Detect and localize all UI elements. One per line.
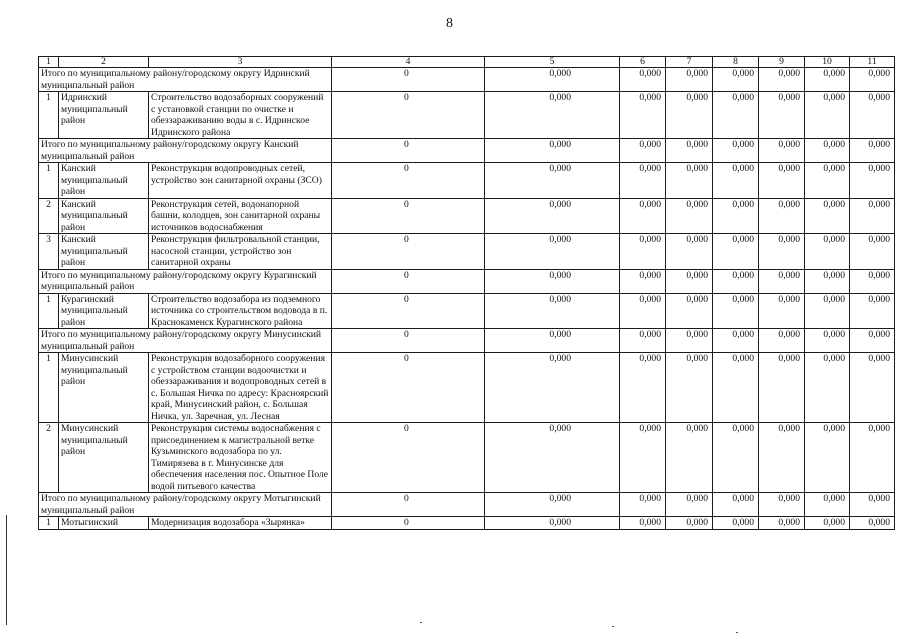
value-cell-col5: 0,000 xyxy=(485,423,620,493)
value-cell-col4: 0 xyxy=(332,92,485,139)
district-name: Идринский муниципальный район xyxy=(59,92,149,139)
value-cell: 0,000 xyxy=(850,293,895,329)
value-cell: 0,000 xyxy=(666,198,713,234)
value-cell-col4: 0 xyxy=(332,329,485,353)
district-name: Канский муниципальный район xyxy=(59,163,149,199)
row-number: 2 xyxy=(39,423,59,493)
district-total-row xyxy=(39,269,895,293)
value-cell-col4: 0 xyxy=(332,163,485,199)
value-cell: 0,000 xyxy=(850,423,895,493)
header-cell: 1 xyxy=(39,57,59,68)
value-cell-col5: 0,000 xyxy=(485,234,620,270)
value-cell: 0,000 xyxy=(620,293,666,329)
header-cell: 7 xyxy=(666,57,713,68)
value-cell: 0,000 xyxy=(620,198,666,234)
value-cell: 0,000 xyxy=(759,517,805,530)
value-cell-col5: 0,000 xyxy=(485,198,620,234)
district-total-row xyxy=(39,139,895,163)
page-number: 8 xyxy=(446,16,453,31)
total-label: Итого по муниципальному району/городскому округу Минусинский муниципальный район xyxy=(39,329,332,353)
value-cell-col5: 0,000 xyxy=(485,139,620,163)
district-name: Канский муниципальный район xyxy=(59,234,149,270)
value-cell: 0,000 xyxy=(666,234,713,270)
value-cell: 0,000 xyxy=(666,92,713,139)
value-cell: 0,000 xyxy=(759,92,805,139)
value-cell: 0,000 xyxy=(620,92,666,139)
value-cell: 0,000 xyxy=(805,423,850,493)
value-cell: 0,000 xyxy=(805,293,850,329)
row-number: 1 xyxy=(39,517,59,530)
value-cell: 0,000 xyxy=(620,493,666,517)
row-number: 1 xyxy=(39,163,59,199)
value-cell: 0,000 xyxy=(805,517,850,530)
value-cell-col5: 0,000 xyxy=(485,92,620,139)
value-cell-col5: 0,000 xyxy=(485,517,620,530)
value-cell: 0,000 xyxy=(713,353,759,423)
project-description: Строительство водозаборных сооружений с установкой станции по очистке и обеззараживанию воды в с. Идринское Идринского района xyxy=(149,92,332,139)
value-cell: 0,000 xyxy=(850,198,895,234)
value-cell-col5: 0,000 xyxy=(485,493,620,517)
scan-margin-line xyxy=(6,515,7,625)
value-cell: 0,000 xyxy=(666,493,713,517)
total-label: Итого по муниципальному району/городскому округу Мотыгинский муниципальный район xyxy=(39,493,332,517)
value-cell-col5: 0,000 xyxy=(485,269,620,293)
district-name: Курагинский муниципальный район xyxy=(59,293,149,329)
district-name: Мотыгинский xyxy=(59,517,149,530)
value-cell-col4: 0 xyxy=(332,198,485,234)
district-total-row xyxy=(39,329,895,353)
value-cell: 0,000 xyxy=(805,234,850,270)
value-cell: 0,000 xyxy=(759,493,805,517)
value-cell: 0,000 xyxy=(620,68,666,92)
project-row xyxy=(39,293,895,329)
district-name: Канский муниципальный район xyxy=(59,198,149,234)
row-number: 2 xyxy=(39,198,59,234)
value-cell: 0,000 xyxy=(759,68,805,92)
district-total-row xyxy=(39,493,895,517)
project-row xyxy=(39,198,895,234)
value-cell-col5: 0,000 xyxy=(485,68,620,92)
value-cell-col4: 0 xyxy=(332,293,485,329)
table-body xyxy=(39,57,895,530)
total-label: Итого по муниципальному району/городскому округу Курагинский муниципальный район xyxy=(39,269,332,293)
project-description: Реконструкция водозаборного сооружения с устройством станции водоочистки и обеззараживания и водопроводных сетей в с. Большая Ничка по адресу: Красноярский край, Минусинский район, с. Большая Ничка, ул. Заречная, ул. Лесная xyxy=(149,353,332,423)
value-cell: 0,000 xyxy=(850,139,895,163)
project-row xyxy=(39,517,895,530)
value-cell: 0,000 xyxy=(805,353,850,423)
row-number: 3 xyxy=(39,234,59,270)
project-description: Реконструкция сетей, водонапорной башни, колодцев, зон санитарной охраны источников водоснабжения xyxy=(149,198,332,234)
value-cell-col4: 0 xyxy=(332,493,485,517)
value-cell: 0,000 xyxy=(620,353,666,423)
value-cell-col5: 0,000 xyxy=(485,163,620,199)
value-cell: 0,000 xyxy=(666,423,713,493)
scan-speck xyxy=(420,622,422,623)
header-cell: 2 xyxy=(59,57,149,68)
value-cell-col4: 0 xyxy=(332,139,485,163)
value-cell: 0,000 xyxy=(620,234,666,270)
project-description: Реконструкция системы водоснабжения с присоединением к магистральной ветке Кузьминского водозабора по ул. Тимирязева в г. Минусинске для обеспечения населения пос. Опытное Поле водой питьевого качества xyxy=(149,423,332,493)
value-cell-col4: 0 xyxy=(332,234,485,270)
scan-speck xyxy=(612,626,614,627)
value-cell: 0,000 xyxy=(620,423,666,493)
value-cell: 0,000 xyxy=(850,517,895,530)
value-cell-col5: 0,000 xyxy=(485,293,620,329)
header-cell: 11 xyxy=(850,57,895,68)
project-row xyxy=(39,234,895,270)
value-cell: 0,000 xyxy=(713,329,759,353)
value-cell: 0,000 xyxy=(805,68,850,92)
value-cell: 0,000 xyxy=(713,92,759,139)
value-cell-col4: 0 xyxy=(332,423,485,493)
value-cell: 0,000 xyxy=(759,163,805,199)
project-row xyxy=(39,92,895,139)
value-cell: 0,000 xyxy=(850,92,895,139)
value-cell: 0,000 xyxy=(713,269,759,293)
value-cell-col5: 0,000 xyxy=(485,329,620,353)
value-cell: 0,000 xyxy=(713,234,759,270)
header-cell: 5 xyxy=(485,57,620,68)
value-cell: 0,000 xyxy=(666,353,713,423)
header-cell: 3 xyxy=(149,57,332,68)
value-cell: 0,000 xyxy=(620,329,666,353)
header-row xyxy=(39,57,895,68)
value-cell: 0,000 xyxy=(666,517,713,530)
value-cell: 0,000 xyxy=(759,353,805,423)
value-cell: 0,000 xyxy=(759,269,805,293)
value-cell: 0,000 xyxy=(620,139,666,163)
project-row xyxy=(39,163,895,199)
value-cell-col4: 0 xyxy=(332,68,485,92)
value-cell: 0,000 xyxy=(666,269,713,293)
value-cell: 0,000 xyxy=(713,493,759,517)
header-cell: 4 xyxy=(332,57,485,68)
row-number: 1 xyxy=(39,353,59,423)
value-cell: 0,000 xyxy=(713,139,759,163)
value-cell: 0,000 xyxy=(759,234,805,270)
value-cell: 0,000 xyxy=(620,517,666,530)
project-row xyxy=(39,353,895,423)
value-cell: 0,000 xyxy=(620,163,666,199)
value-cell: 0,000 xyxy=(713,198,759,234)
project-description: Строительство водозабора из подземного источника со строительством водовода в п. Краснокаменск Курагинского района xyxy=(149,293,332,329)
value-cell: 0,000 xyxy=(850,269,895,293)
value-cell: 0,000 xyxy=(759,293,805,329)
value-cell: 0,000 xyxy=(850,329,895,353)
value-cell: 0,000 xyxy=(850,163,895,199)
header-cell: 8 xyxy=(713,57,759,68)
value-cell: 0,000 xyxy=(759,329,805,353)
project-description: Реконструкция водопроводных сетей, устройство зон санитарной охраны (ЗСО) xyxy=(149,163,332,199)
project-description: Модернизация водозабора «Зырянка» xyxy=(149,517,332,530)
value-cell: 0,000 xyxy=(666,293,713,329)
header-cell: 6 xyxy=(620,57,666,68)
funding-table xyxy=(38,56,895,530)
value-cell: 0,000 xyxy=(666,139,713,163)
value-cell: 0,000 xyxy=(805,92,850,139)
project-row xyxy=(39,423,895,493)
value-cell: 0,000 xyxy=(713,68,759,92)
row-number: 1 xyxy=(39,293,59,329)
project-description: Реконструкция фильтровальной станции, насосной станции, устройство зон санитарной охраны xyxy=(149,234,332,270)
value-cell: 0,000 xyxy=(805,493,850,517)
value-cell: 0,000 xyxy=(805,269,850,293)
district-name: Минусинский муниципальный район xyxy=(59,353,149,423)
district-name: Минусинский муниципальный район xyxy=(59,423,149,493)
value-cell: 0,000 xyxy=(850,68,895,92)
value-cell-col4: 0 xyxy=(332,269,485,293)
value-cell: 0,000 xyxy=(759,423,805,493)
total-label: Итого по муниципальному району/городскому округу Канский муниципальный район xyxy=(39,139,332,163)
value-cell: 0,000 xyxy=(713,423,759,493)
value-cell-col4: 0 xyxy=(332,517,485,530)
row-number: 1 xyxy=(39,92,59,139)
value-cell: 0,000 xyxy=(805,163,850,199)
value-cell: 0,000 xyxy=(666,329,713,353)
value-cell: 0,000 xyxy=(666,163,713,199)
value-cell: 0,000 xyxy=(620,269,666,293)
value-cell: 0,000 xyxy=(805,139,850,163)
value-cell: 0,000 xyxy=(850,353,895,423)
total-label: Итого по муниципальному району/городскому округу Идринский муниципальный район xyxy=(39,68,332,92)
header-cell: 10 xyxy=(805,57,850,68)
value-cell: 0,000 xyxy=(713,517,759,530)
value-cell: 0,000 xyxy=(805,198,850,234)
value-cell: 0,000 xyxy=(666,68,713,92)
district-total-row xyxy=(39,68,895,92)
value-cell: 0,000 xyxy=(713,163,759,199)
value-cell: 0,000 xyxy=(805,329,850,353)
value-cell: 0,000 xyxy=(850,234,895,270)
value-cell: 0,000 xyxy=(759,139,805,163)
value-cell-col4: 0 xyxy=(332,353,485,423)
value-cell-col5: 0,000 xyxy=(485,353,620,423)
header-cell: 9 xyxy=(759,57,805,68)
scan-speck xyxy=(736,632,738,633)
value-cell: 0,000 xyxy=(850,493,895,517)
value-cell: 0,000 xyxy=(713,293,759,329)
value-cell: 0,000 xyxy=(759,198,805,234)
